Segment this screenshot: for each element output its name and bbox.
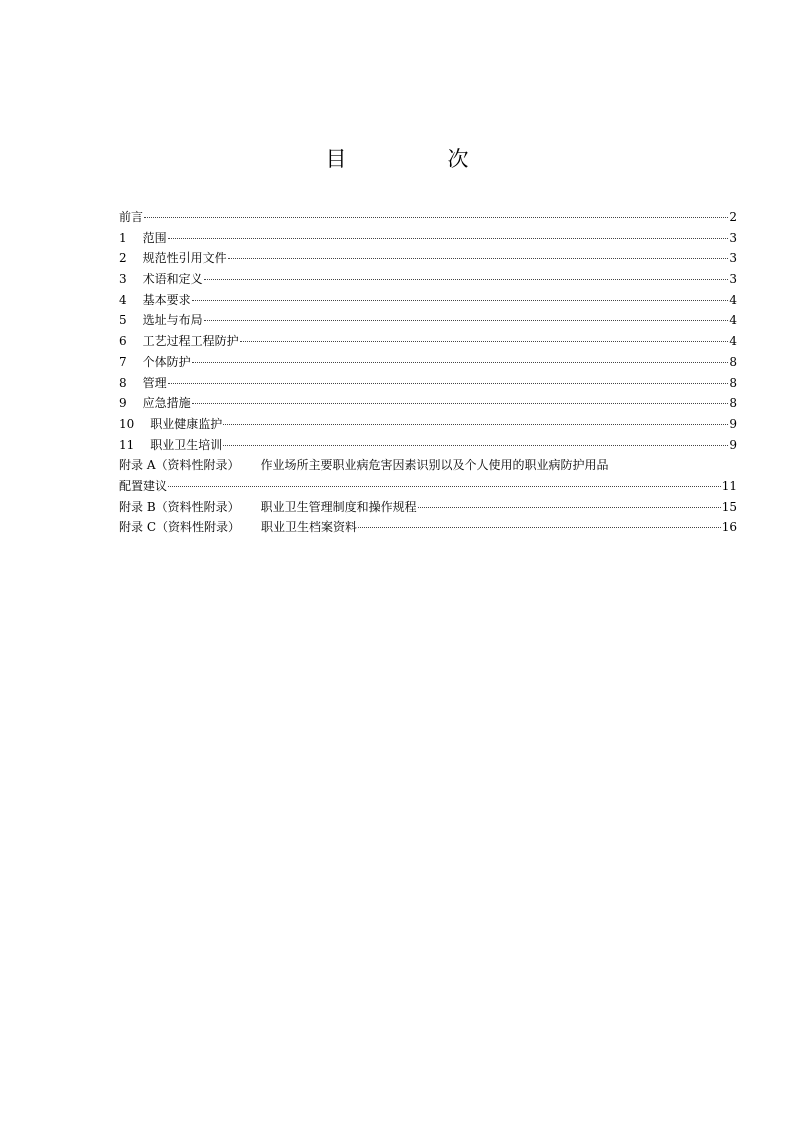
toc-entry-page: 3	[729, 230, 737, 245]
toc-entry-10[interactable]	[119, 414, 737, 435]
dot-leader	[168, 238, 729, 239]
toc-entry-7[interactable]	[119, 352, 737, 373]
dot-leader	[223, 445, 728, 446]
toc-entry-1[interactable]	[119, 228, 737, 249]
dot-leader	[223, 424, 728, 425]
toc-entry-4[interactable]	[119, 290, 737, 311]
toc-entry-6[interactable]	[119, 331, 737, 352]
toc-entry-label: 应急措施	[142, 396, 191, 411]
dot-leader	[418, 507, 721, 508]
toc-entry-label: 职业卫生管理制度和操作规程	[260, 499, 417, 514]
toc-entry-label: 范围	[142, 230, 167, 245]
toc-entry-8[interactable]	[119, 373, 737, 394]
toc-entry-page: 8	[729, 396, 737, 411]
toc-appendix-prefix: 附录 B（资料性附录）	[119, 499, 240, 514]
toc-entry-number: 7	[119, 354, 127, 369]
toc-entry-number: 3	[119, 272, 127, 287]
toc-entry-label: 职业卫生档案资料	[261, 520, 358, 535]
toc-entry-11[interactable]	[119, 435, 737, 456]
toc-entry-number: 5	[119, 313, 127, 328]
toc-entry-appendix-a[interactable]	[119, 455, 737, 476]
toc-appendix-prefix: 附录 C（资料性附录）	[119, 520, 240, 535]
toc-entry-page: 8	[729, 354, 737, 369]
toc-entry-page: 9	[729, 416, 737, 431]
toc-entry-label: 管理	[142, 375, 167, 390]
toc-entry-number: 6	[119, 334, 127, 349]
toc-entry-label: 个体防护	[142, 354, 191, 369]
toc-entry-appendix-c[interactable]	[119, 517, 737, 538]
toc-entry-label-continued: 配置建议	[119, 478, 168, 493]
toc-entry-preface[interactable]	[119, 207, 737, 228]
table-of-contents	[119, 207, 737, 538]
toc-entry-label: 作业场所主要职业病危害因素识别以及个人使用的职业病防护用品	[260, 458, 609, 473]
toc-entry-page: 4	[729, 334, 737, 349]
toc-entry-label: 工艺过程工程防护	[142, 334, 239, 349]
toc-entry-number: 9	[119, 396, 127, 411]
toc-entry-page: 3	[729, 272, 737, 287]
toc-entry-page: 8	[729, 375, 737, 390]
toc-entry-appendix-a-cont[interactable]	[119, 476, 737, 497]
toc-entry-number: 8	[119, 375, 127, 390]
dot-leader	[240, 341, 729, 342]
toc-entry-label: 术语和定义	[142, 272, 203, 287]
toc-entry-3[interactable]	[119, 269, 737, 290]
toc-entry-2[interactable]	[119, 248, 737, 269]
toc-entry-number: 2	[119, 251, 127, 266]
toc-entry-9[interactable]	[119, 393, 737, 414]
toc-entry-page: 4	[729, 292, 737, 307]
toc-entry-number: 11	[119, 437, 135, 452]
toc-entry-appendix-b[interactable]	[119, 497, 737, 518]
toc-entry-page: 15	[721, 499, 737, 514]
page-title: 目 次	[325, 147, 509, 171]
dot-leader	[228, 258, 729, 259]
dot-leader	[192, 300, 729, 301]
toc-entry-label: 前言	[119, 210, 144, 224]
toc-entry-page: 16	[721, 520, 737, 535]
toc-entry-label: 职业卫生培训	[150, 437, 223, 452]
dot-leader	[168, 486, 721, 487]
toc-entry-number: 1	[119, 230, 127, 245]
toc-entry-label: 职业健康监护	[150, 416, 223, 431]
toc-entry-number: 10	[119, 416, 135, 431]
dot-leader	[204, 279, 729, 280]
toc-appendix-prefix: 附录 A（资料性附录）	[119, 458, 240, 473]
toc-entry-page: 3	[729, 251, 737, 266]
toc-entry-label: 规范性引用文件	[142, 251, 227, 266]
dot-leader	[168, 383, 729, 384]
toc-entry-page: 4	[729, 313, 737, 328]
toc-entry-number: 4	[119, 292, 127, 307]
toc-entry-5[interactable]	[119, 310, 737, 331]
toc-entry-label: 基本要求	[142, 292, 191, 307]
toc-entry-label: 选址与布局	[142, 313, 203, 328]
dot-leader	[358, 527, 721, 528]
dot-leader	[192, 362, 729, 363]
toc-entry-page: 9	[729, 437, 737, 452]
dot-leader	[144, 217, 728, 218]
dot-leader	[192, 403, 729, 404]
toc-entry-page: 11	[721, 478, 737, 493]
dot-leader	[204, 320, 729, 321]
toc-entry-page: 2	[729, 210, 737, 224]
